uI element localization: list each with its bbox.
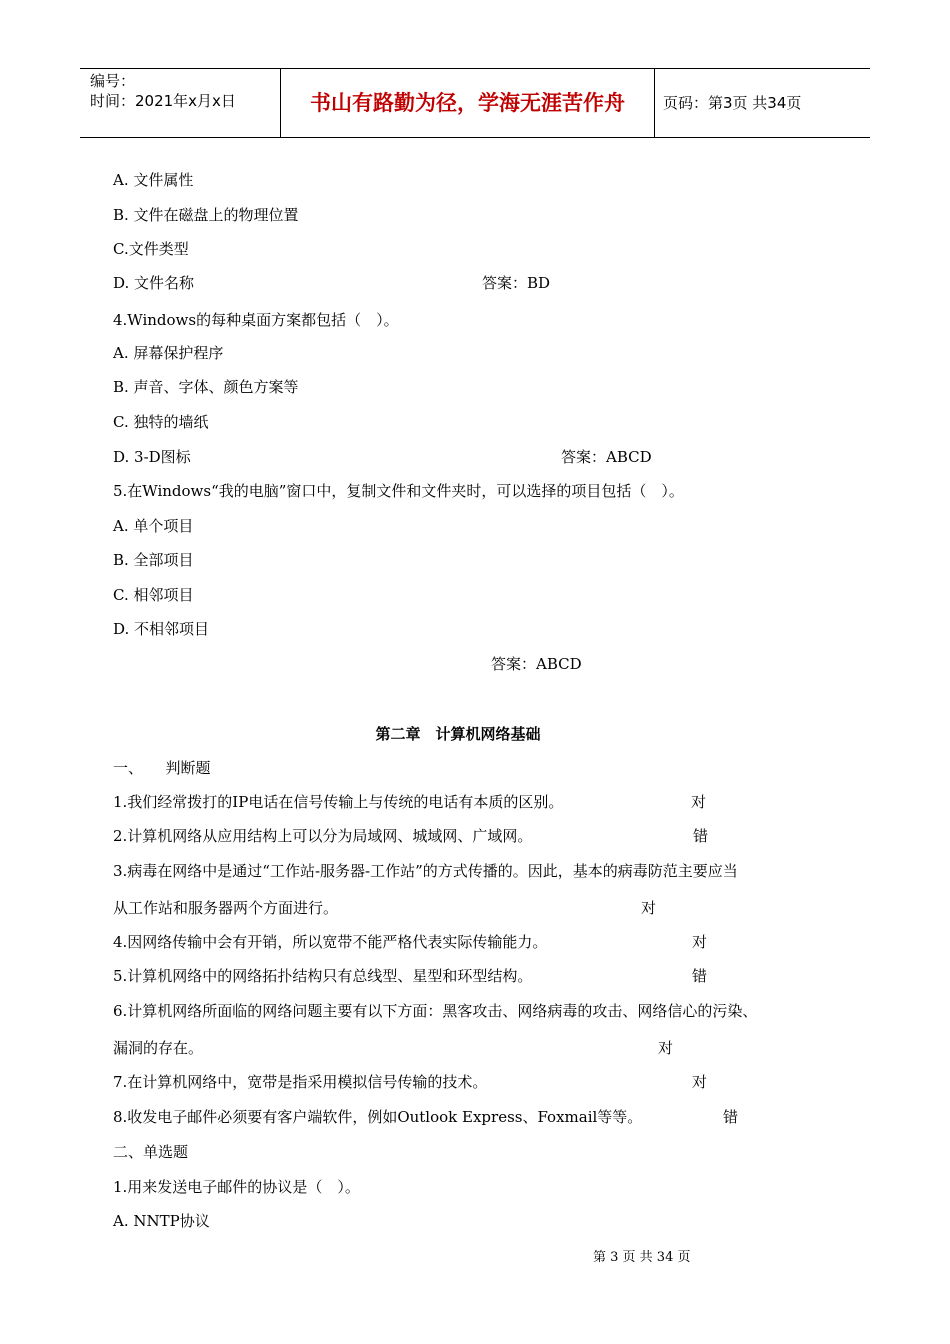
q3-option-d: D. 文件名称: [113, 274, 195, 292]
judgement-item-3: 3.病毒在网络中是通过“工作站-服务器-工作站”的方式传播的。因此，基本的病毒防范主要应当: [113, 862, 738, 880]
judgement-mark-1: 对: [691, 793, 707, 811]
judgement-item-3-cont: 从工作站和服务器两个方面进行。: [113, 899, 339, 917]
q3-option-a: A. 文件属性: [113, 171, 194, 189]
q5-option-d: D. 不相邻项目: [113, 620, 210, 638]
judgement-item-6-cont: 漏洞的存在。: [113, 1039, 204, 1057]
q5-option-c: C. 相邻项目: [113, 586, 194, 604]
single-choice-q1-option-a: A. NNTP协议: [113, 1212, 210, 1230]
judgement-mark-5: 错: [692, 967, 708, 985]
judgement-mark-6: 对: [658, 1039, 674, 1057]
judgement-item-6: 6.计算机网络所面临的网络问题主要有以下方面：黑客攻击、网络病毒的攻击、网络信心的污染、: [113, 1002, 758, 1020]
q4-option-c: C. 独特的墙纸: [113, 413, 209, 431]
q4-option-d: D. 3-D图标: [113, 448, 191, 466]
judgement-item-7: 7.在计算机网络中，宽带是指采用模拟信号传输的技术。: [113, 1073, 488, 1091]
header-page-label: 页码：第3页 共34页: [663, 94, 802, 112]
judgement-mark-8: 错: [723, 1108, 739, 1126]
judgement-item-1: 1.我们经常拨打的IP电话在信号传输上与传统的电话有本质的区别。: [113, 793, 564, 811]
header-motto: 书山有路勤为径，学海无涯苦作舟: [281, 69, 655, 137]
q3-option-b: B. 文件在磁盘上的物理位置: [113, 206, 299, 224]
judgement-item-8: 8.收发电子邮件必须要有客户端软件，例如Outlook Express、Foxmail等等。: [113, 1108, 643, 1126]
header-meta-cell: [80, 69, 281, 137]
judgement-mark-7: 对: [692, 1073, 708, 1091]
q5-option-a: A. 单个项目: [113, 517, 194, 535]
q4-option-a: A. 屏幕保护程序: [113, 344, 224, 362]
judgement-mark-3: 对: [641, 899, 657, 917]
q3-answer: 答案：BD: [482, 274, 551, 292]
q5-stem: 5.在Windows“我的电脑”窗口中，复制文件和文件夹时，可以选择的项目包括（ ）。: [113, 482, 684, 500]
chapter-title: 第二章 计算机网络基础: [375, 725, 541, 743]
number-label: 编号：: [90, 72, 136, 90]
q4-stem: 4.Windows的每种桌面方案都包括（ ）。: [113, 311, 399, 329]
q5-option-b: B. 全部项目: [113, 551, 194, 569]
q4-option-b: B. 声音、字体、颜色方案等: [113, 378, 299, 396]
section-heading-judgement: 一、 判断题: [113, 759, 211, 777]
judgement-item-5: 5.计算机网络中的网络拓扑结构只有总线型、星型和环型结构。: [113, 967, 533, 985]
page-footer: 第 3 页 共 34 页: [593, 1250, 691, 1265]
time-label: 时间：2021年x月x日: [90, 92, 236, 110]
q5-answer: 答案：ABCD: [491, 655, 582, 673]
section-heading-single-choice: 二、单选题: [113, 1143, 189, 1161]
judgement-item-4: 4.因网络传输中会有开销，所以宽带不能严格代表实际传输能力。: [113, 933, 548, 951]
q3-option-c: C.文件类型: [113, 240, 189, 258]
judgement-mark-2: 错: [693, 827, 709, 845]
judgement-mark-4: 对: [692, 933, 708, 951]
judgement-item-2: 2.计算机网络从应用结构上可以分为局域网、城域网、广域网。: [113, 827, 533, 845]
page-header: [80, 68, 870, 138]
single-choice-q1-stem: 1.用来发送电子邮件的协议是（ ）。: [113, 1178, 360, 1196]
q4-answer: 答案：ABCD: [561, 448, 652, 466]
